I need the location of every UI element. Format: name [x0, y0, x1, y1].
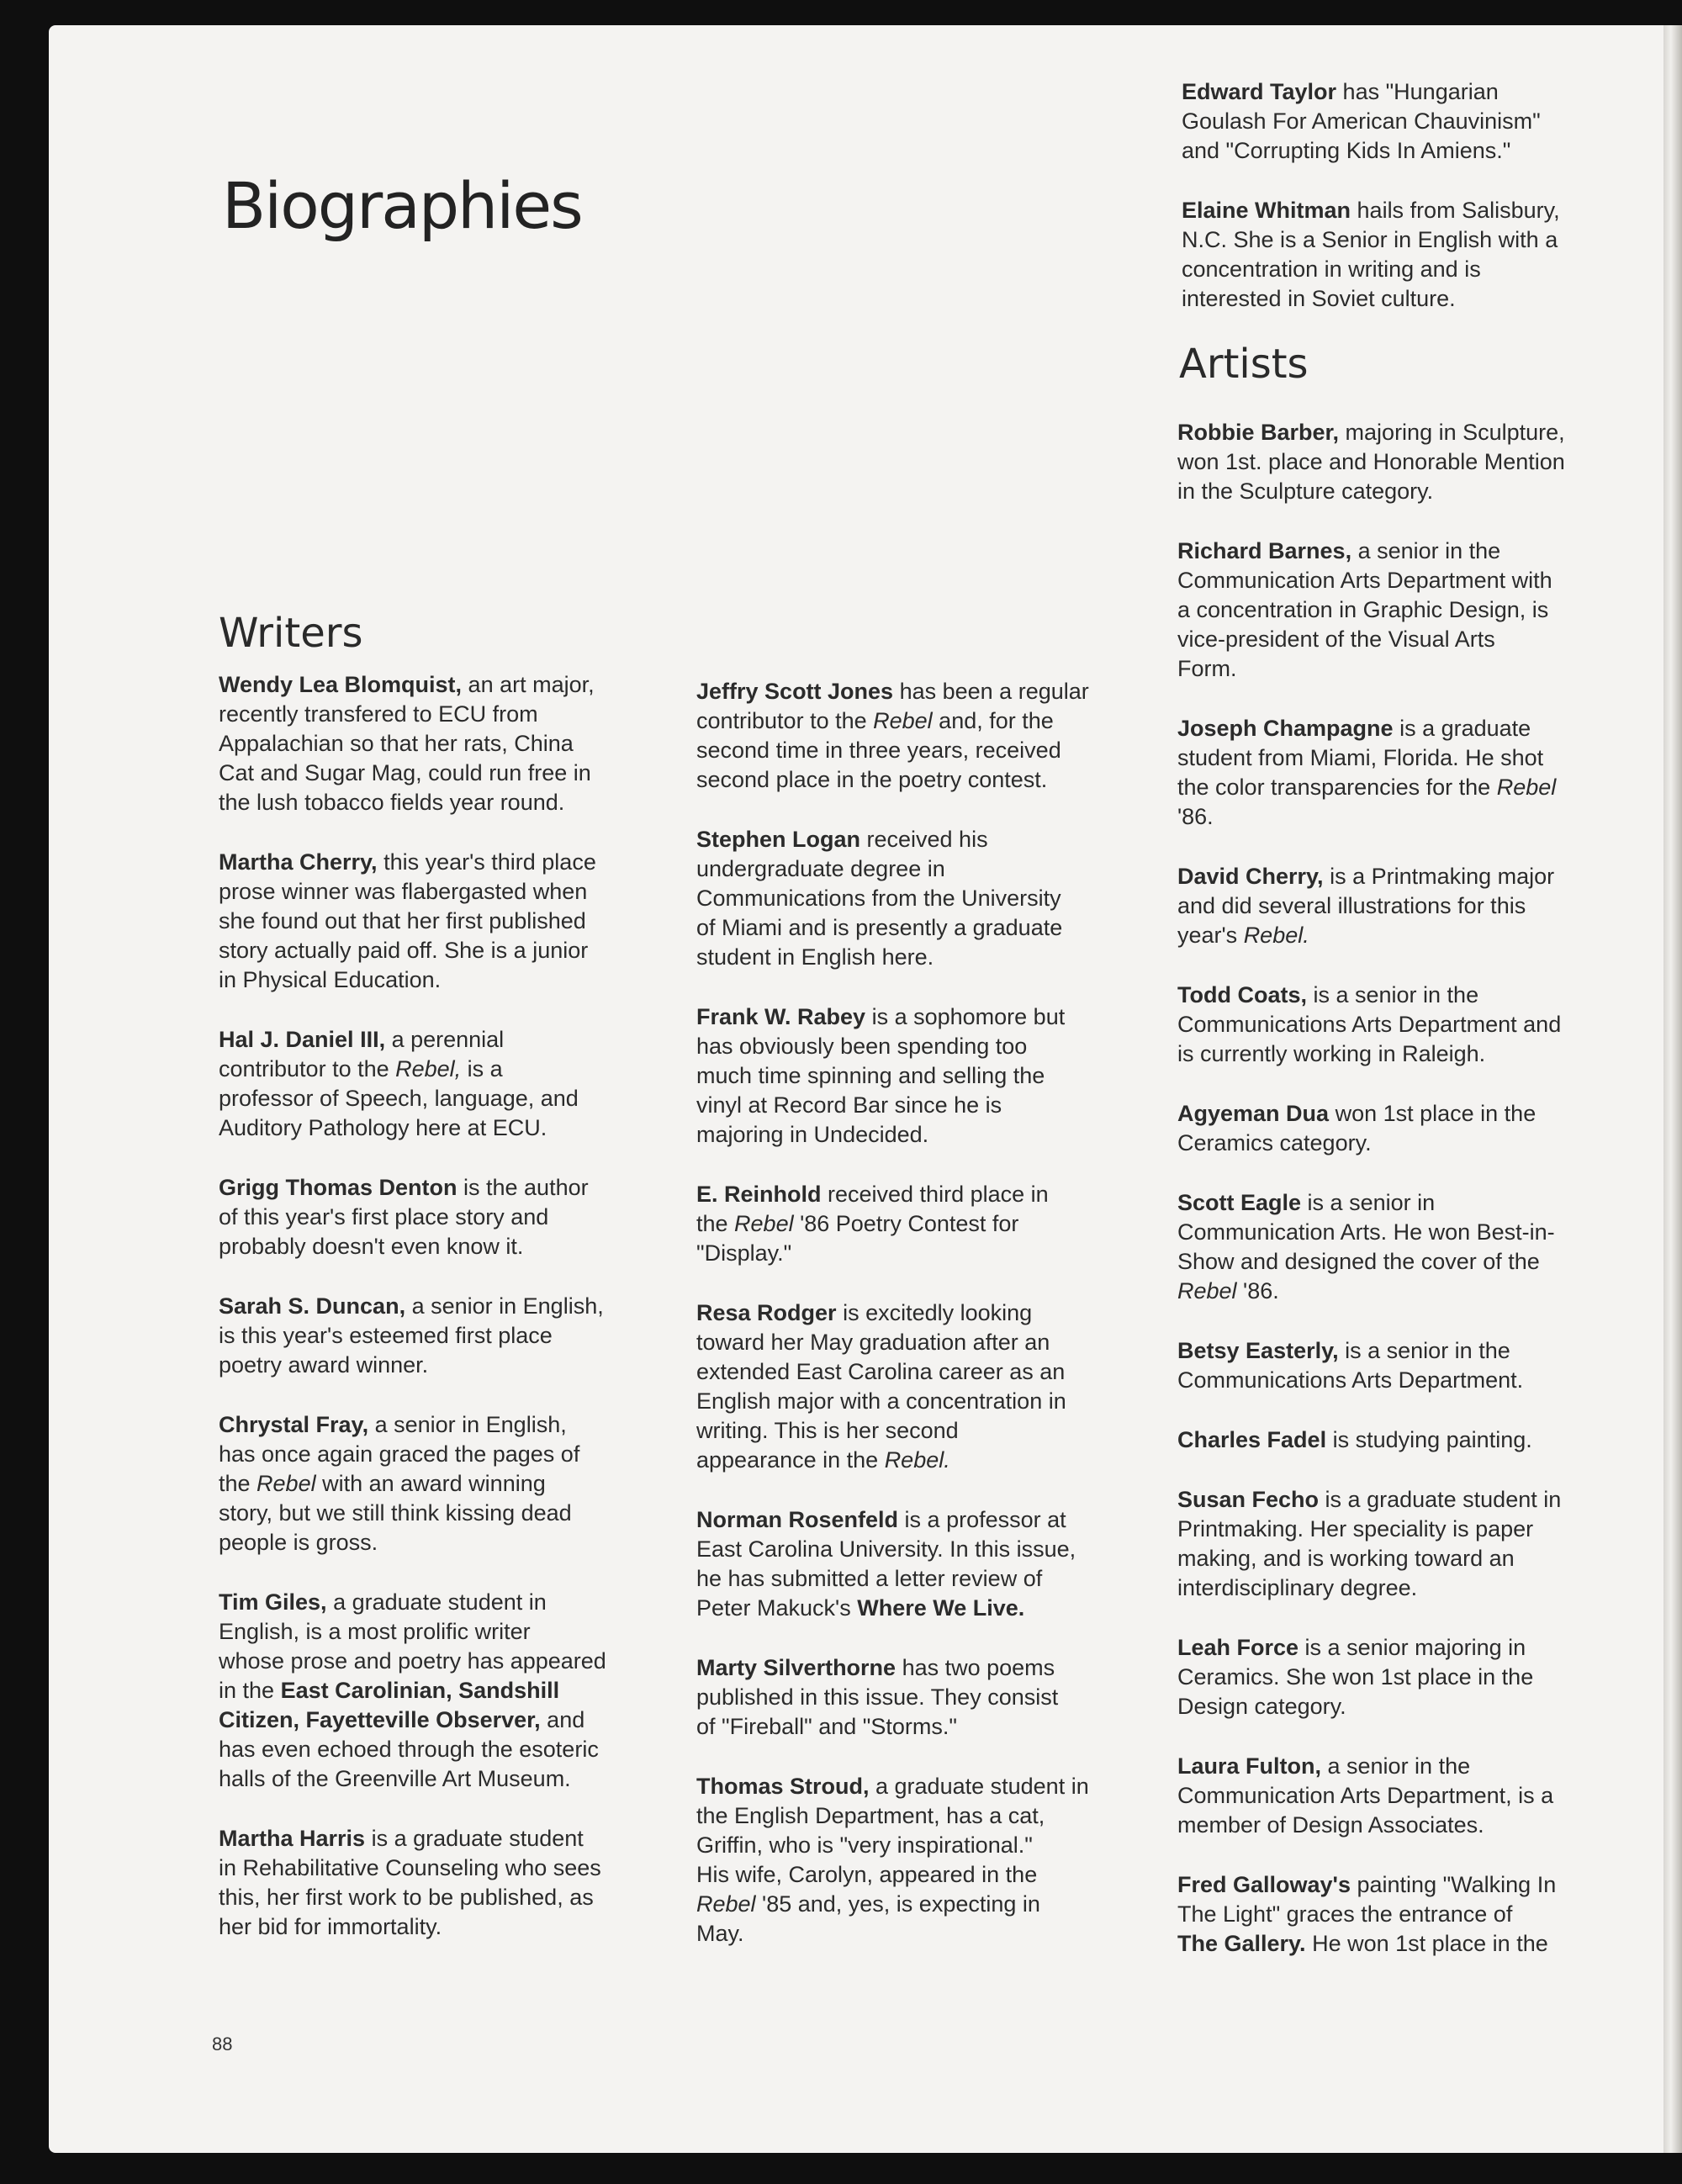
bio-text: with an award winning story, but we still think kissing dead people is gross. [219, 1471, 572, 1555]
page-title: Biographies [222, 168, 582, 243]
bio-text: is a senior majoring in Ceramics. She won 1st place in the Design category. [1177, 1635, 1534, 1719]
bio-publication: Where We Live. [857, 1595, 1025, 1621]
bio-text: '86. [1177, 804, 1214, 829]
writers-heading: Writers [219, 610, 363, 657]
bio-entry [1177, 1752, 1636, 1840]
bio-entry [1177, 1425, 1636, 1455]
bio-text: '86. [1236, 1278, 1279, 1304]
bio-entry [1177, 1099, 1636, 1158]
bio-entry [1177, 714, 1636, 832]
bio-entry [1177, 1188, 1636, 1306]
bio-italic-title: Rebel [1177, 1278, 1237, 1304]
bio-text: is a graduate student from Miami, Florida. He shot the color transparencies for the [1177, 716, 1544, 800]
bio-entry [1177, 862, 1636, 950]
bio-entry [696, 1002, 1167, 1150]
bio-text: has "Hungarian Goulash For American Chauvinism" and "Corrupting Kids In Amiens." [1182, 79, 1541, 163]
bio-entry [219, 1173, 673, 1261]
bio-name: Leah Force [1177, 1635, 1299, 1660]
bio-entry [1182, 196, 1636, 314]
bio-text: has been a regular contributor to the [696, 679, 1089, 733]
bio-text: is a senior in the Communications Arts Department and is currently working in Raleigh. [1177, 982, 1562, 1066]
bio-entry [219, 1824, 673, 1942]
bio-entry [1177, 1336, 1636, 1395]
bio-text: is studying painting. [1326, 1427, 1532, 1452]
bio-text: is a Printmaking major and did several illustrations for this year's [1177, 864, 1555, 948]
bio-text: is a professor at East Carolina University. In this issue, he has submitted a letter review of Peter Makuck's [696, 1507, 1076, 1621]
bio-name: Sarah S. Duncan, [219, 1293, 406, 1319]
bio-name: Edward Taylor [1182, 79, 1337, 104]
bio-entry [1177, 418, 1636, 506]
bio-text: a senior in the Communication Arts Department with a concentration in Graphic Design, is vice-president of the Visual Arts Form. [1177, 538, 1552, 681]
bio-text: He won 1st place in the [1305, 1931, 1548, 1956]
bio-name: Chrystal Fray, [219, 1412, 369, 1437]
bio-name: Richard Barnes, [1177, 538, 1352, 563]
bio-name: Scott Eagle [1177, 1190, 1302, 1215]
bio-entry [1177, 981, 1636, 1069]
bio-name: Frank W. Rabey [696, 1004, 866, 1029]
bio-text: won 1st place in the Ceramics category. [1177, 1101, 1537, 1155]
artists-heading: Artists [1179, 341, 1309, 388]
bio-text: '86 Poetry Contest for "Display." [696, 1211, 1019, 1266]
bio-italic-title: Rebel [696, 1891, 756, 1917]
bio-entry [219, 1410, 673, 1557]
bio-entry [1177, 1633, 1636, 1721]
bio-entry [219, 1025, 673, 1143]
bio-entry [219, 848, 673, 995]
bio-entry [696, 677, 1167, 795]
artists-column [1177, 418, 1636, 1989]
bio-italic-title: Rebel. [884, 1447, 950, 1473]
bio-italic-title: Rebel [734, 1211, 794, 1236]
bio-italic-title: Rebel [257, 1471, 316, 1496]
bio-text: this year's third place prose winner was flabergasted when she found out that her first published story actually paid off. She is a junior in Physical Education. [219, 849, 596, 992]
bio-name: Wendy Lea Blomquist, [219, 672, 463, 697]
bio-text: is a graduate student in Rehabilitative Counseling who sees this, her first work to be published, as her bid for immortality. [219, 1826, 601, 1939]
bio-text: received third place in the [696, 1182, 1049, 1236]
writers-column-2 [696, 677, 1167, 1979]
bio-italic-title: Rebel, [395, 1056, 462, 1081]
bio-name: Joseph Champagne [1177, 716, 1394, 741]
bio-italic-title: Rebel [873, 708, 933, 733]
bio-italic-title: Rebel [1496, 775, 1557, 800]
bio-name: Martha Harris [219, 1826, 366, 1851]
bio-text: a perennial contributor to the [219, 1027, 505, 1081]
page-number: 88 [212, 2033, 233, 2054]
bio-name: Fred Galloway's [1177, 1872, 1351, 1897]
bio-name: Betsy Easterly, [1177, 1338, 1339, 1363]
bio-entry [1182, 77, 1636, 166]
writers-column-3 [1182, 77, 1636, 344]
writers-column-1 [219, 670, 673, 1972]
bio-name: Robbie Barber, [1177, 420, 1340, 445]
bio-entry [696, 825, 1167, 972]
bio-text: a senior in English, is this year's esteemed first place poetry award winner. [219, 1293, 604, 1378]
bio-entry [219, 1292, 673, 1380]
bio-text: is a graduate student in Printmaking. Her speciality is paper making, and is working toward an interdisciplinary degree. [1177, 1487, 1562, 1600]
page-spine [1663, 25, 1682, 2153]
bio-name: Susan Fecho [1177, 1487, 1320, 1512]
bio-name: David Cherry, [1177, 864, 1324, 889]
bio-name: Thomas Stroud, [696, 1774, 870, 1799]
bio-name: Jeffry Scott Jones [696, 679, 894, 704]
bio-name: Martha Cherry, [219, 849, 378, 875]
bio-text: a graduate student in English, is a most prolific writer whose prose and poetry has appeared in the [219, 1589, 606, 1703]
bio-italic-title: Rebel. [1243, 923, 1309, 948]
bio-text: '85 and, yes, is expecting in May. [696, 1891, 1040, 1946]
bio-publication: The Gallery. [1177, 1931, 1306, 1956]
bio-entry [1177, 1870, 1636, 1959]
bio-entry [219, 1588, 673, 1794]
bio-name: Hal J. Daniel III, [219, 1027, 386, 1052]
bio-text: received his undergraduate degree in Communications from the University of Miami and is presently a graduate student in English here. [696, 827, 1063, 970]
bio-entry [219, 670, 673, 817]
bio-text: majoring in Sculpture, won 1st. place and Honorable Mention in the Sculpture category. [1177, 420, 1565, 504]
bio-text: is a sophomore but has obviously been spending too much time spinning and selling the vinyl at Record Bar since he is majoring in Undecided. [696, 1004, 1066, 1147]
bio-text: is a senior in Communication Arts. He won Best-in- Show and designed the cover of the [1177, 1190, 1555, 1274]
bio-name: Elaine Whitman [1182, 198, 1351, 223]
bio-name: Laura Fulton, [1177, 1753, 1321, 1779]
bio-entry [696, 1298, 1167, 1475]
bio-name: Stephen Logan [696, 827, 860, 852]
bio-name: Resa Rodger [696, 1300, 837, 1325]
bio-text: a graduate student in the English Department, has a cat, Griffin, who is "very inspirational." His wife, Carolyn, appeared in the [696, 1774, 1089, 1887]
bio-entry [696, 1772, 1167, 1949]
bio-text: an art major, recently transfered to ECU from Appalachian so that her rats, China Cat and Sugar Mag, could run free in the lush tobacco fields year round. [219, 672, 595, 815]
bio-name: Marty Silverthorne [696, 1655, 897, 1680]
bio-text: painting "Walking In The Light" graces the entrance of [1177, 1872, 1557, 1927]
bio-text: is excitedly looking toward her May graduation after an extended East Carolina career as an English major with a concentration in writing. This is her second appearance in the [696, 1300, 1066, 1473]
bio-entry [696, 1653, 1167, 1742]
bio-entry [696, 1505, 1167, 1623]
bio-text: a senior in the Communication Arts Department, is a member of Design Associates. [1177, 1753, 1554, 1838]
bio-text: is the author of this year's first place story and probably doesn't even know it. [219, 1175, 589, 1259]
bio-publication: East Carolinian, Sandshill Citizen, Fayetteville Observer, [219, 1678, 560, 1732]
bio-text: and, for the second time in three years, received second place in the poetry contest. [696, 708, 1061, 792]
bio-name: Agyeman Dua [1177, 1101, 1330, 1126]
bio-entry [1177, 537, 1636, 684]
bio-name: E. Reinhold [696, 1182, 822, 1207]
bio-entry [1177, 1485, 1636, 1603]
bio-text: is a professor of Speech, language, and Auditory Pathology here at ECU. [219, 1056, 579, 1140]
bio-name: Tim Giles, [219, 1589, 327, 1615]
bio-text: is a senior in the Communications Arts Department. [1177, 1338, 1524, 1393]
bio-text: and has even echoed through the esoteric halls of the Greenville Art Museum. [219, 1707, 599, 1791]
bio-name: Todd Coats, [1177, 982, 1307, 1007]
bio-name: Norman Rosenfeld [696, 1507, 899, 1532]
bio-text: hails from Salisbury, N.C. She is a Senior in English with a concentration in writing and is interested in Soviet culture. [1182, 198, 1560, 311]
bio-text: has two poems published in this issue. They consist of "Fireball" and "Storms." [696, 1655, 1059, 1739]
bio-entry [696, 1180, 1167, 1268]
bio-text: a senior in English, has once again graced the pages of the [219, 1412, 580, 1496]
bio-name: Charles Fadel [1177, 1427, 1327, 1452]
bio-name: Grigg Thomas Denton [219, 1175, 458, 1200]
